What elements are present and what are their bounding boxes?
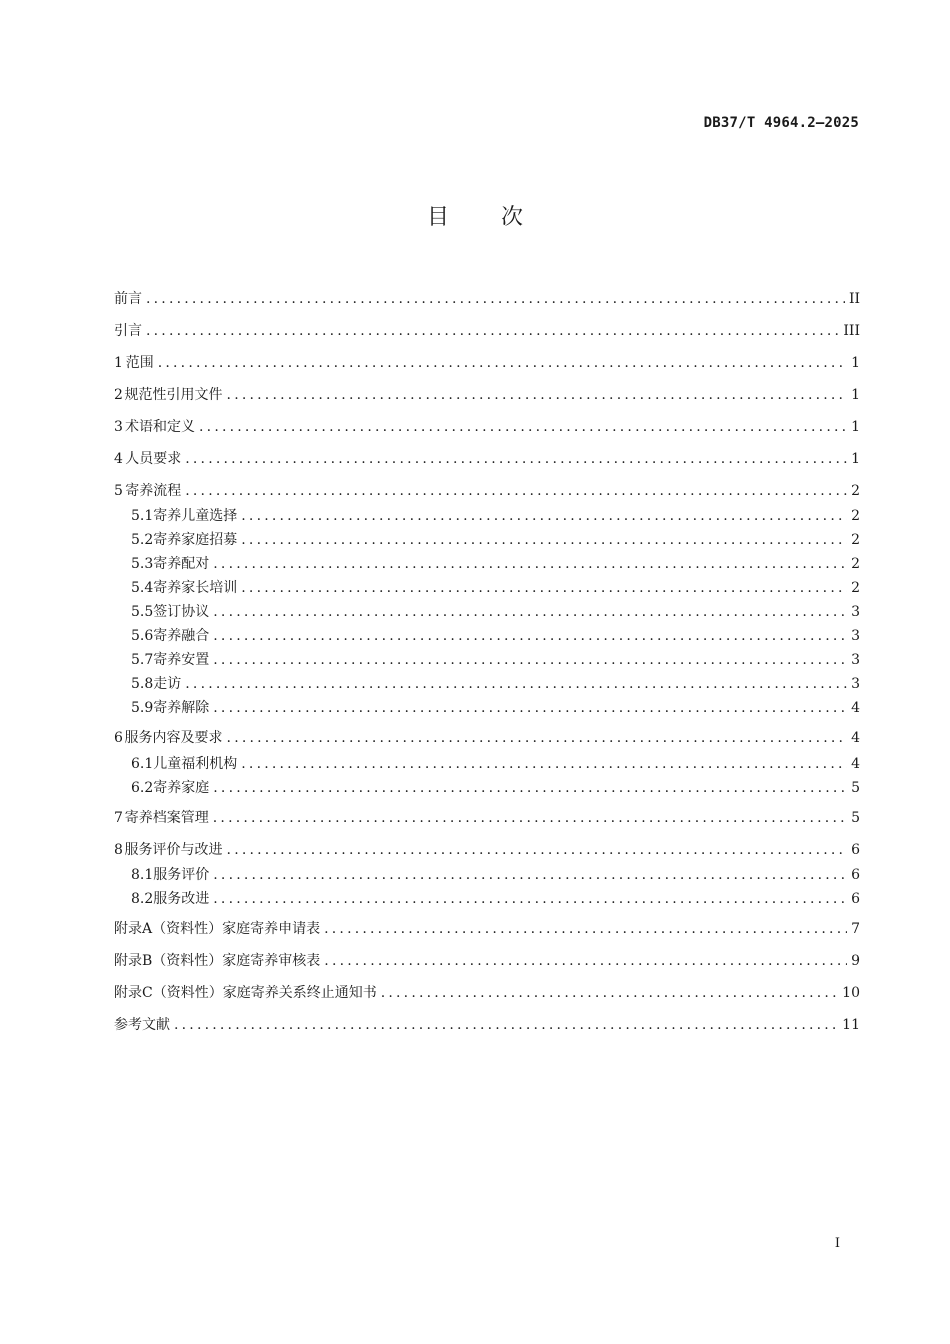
toc-entry-page: 3 <box>851 604 860 620</box>
toc-entry-page: 4 <box>851 756 860 772</box>
toc-entry-number: 6 <box>114 730 123 746</box>
toc-entry-number: 附录B（资料性） <box>114 953 223 969</box>
toc-entry-number: 4 <box>114 451 123 467</box>
toc-entry-number: 2 <box>114 387 123 403</box>
toc-entry-label: 参考文献 <box>114 1017 170 1033</box>
toc-entry-5-8[interactable] <box>131 674 860 694</box>
toc-entry-label: 前言 <box>114 291 142 307</box>
toc-entry-page: 5 <box>851 810 860 826</box>
toc-entry-8-2[interactable] <box>131 889 860 909</box>
toc-entry-label: 范围 <box>125 355 154 371</box>
toc-entry-5-3[interactable] <box>131 554 860 574</box>
toc-entry-label: 家庭寄养关系终止通知书 <box>222 985 377 1001</box>
toc-entry-6-1[interactable] <box>131 754 860 774</box>
toc-entry-leader <box>241 754 847 774</box>
toc-entry-label: 寄养配对 <box>153 556 210 572</box>
toc-entry-number: 5.9 <box>131 700 154 716</box>
toc-entry-page: 1 <box>851 419 860 435</box>
toc-entry-leader <box>213 778 847 798</box>
toc-entry-number: 8 <box>114 842 123 858</box>
toc-entry-label: 规范性引用文件 <box>124 387 223 403</box>
toc-entry-label: 引言 <box>114 323 142 339</box>
toc-entry-leader <box>213 698 847 718</box>
toc-entry-label: 家庭寄养申请表 <box>222 921 321 937</box>
toc-entry-6[interactable] <box>114 728 860 748</box>
toc-entry-page: 6 <box>851 867 860 883</box>
toc-entry-appendix-a[interactable] <box>114 919 860 939</box>
toc-entry-appendix-b[interactable] <box>114 951 860 971</box>
toc-entry-page: 9 <box>851 953 860 969</box>
toc-entry-label: 寄养儿童选择 <box>153 508 238 524</box>
toc-entry-references[interactable] <box>114 1015 860 1035</box>
toc-entry-page: 1 <box>851 387 860 403</box>
toc-entry-leader <box>213 808 847 828</box>
toc-entry-page: II <box>848 291 860 307</box>
toc-entry-label: 寄养融合 <box>153 628 210 644</box>
toc-entry-leader <box>146 289 845 309</box>
toc-entry-page: 1 <box>851 355 860 371</box>
toc-entry-leader <box>213 554 847 574</box>
toc-entry-page: 3 <box>851 676 860 692</box>
toc-entry-leader <box>185 449 847 469</box>
toc-entry-page: 2 <box>851 580 860 596</box>
toc-entry-page: 2 <box>851 508 860 524</box>
toc-entry-5-5[interactable] <box>131 602 860 622</box>
toc-entry-label: 术语和定义 <box>125 419 196 435</box>
toc-entry-page: 11 <box>842 1017 860 1033</box>
toc-entry-label: 服务内容及要求 <box>124 730 223 746</box>
toc-entry-label: 人员要求 <box>125 451 182 467</box>
toc-entry-page: 3 <box>851 652 860 668</box>
toc-entry-page: 2 <box>851 532 860 548</box>
toc-entry-page: 1 <box>851 451 860 467</box>
page-number: I <box>834 1236 840 1251</box>
toc-entry-label: 家庭寄养审核表 <box>222 953 321 969</box>
toc-entry-number: 8.2 <box>131 891 154 907</box>
toc-entry-number: 1 <box>114 355 123 371</box>
toc-entry-leader <box>213 865 847 885</box>
toc-entry-leader <box>227 840 848 860</box>
toc-entry-foreword[interactable] <box>114 289 860 309</box>
toc-entry-label: 寄养档案管理 <box>124 810 209 826</box>
toc-entry-number: 附录A（资料性） <box>114 921 223 937</box>
toc-entry-7[interactable] <box>114 808 860 828</box>
toc-entry-leader <box>324 951 847 971</box>
toc-entry-number: 5.8 <box>131 676 154 692</box>
toc-entry-leader <box>185 481 847 501</box>
toc-entry-5-9[interactable] <box>131 698 860 718</box>
toc-entry-page: 10 <box>842 985 860 1001</box>
toc-entry-number: 5 <box>114 483 123 499</box>
toc-entry-page: 3 <box>851 628 860 644</box>
toc-entry-5-6[interactable] <box>131 626 860 646</box>
toc-entry-page: 4 <box>851 730 860 746</box>
toc-title: 目次 <box>426 205 575 230</box>
toc-entry-1[interactable] <box>114 353 860 373</box>
toc-entry-label: 寄养流程 <box>125 483 182 499</box>
toc-entry-number: 8.1 <box>131 867 154 883</box>
toc-entry-label: 寄养解除 <box>153 700 210 716</box>
toc-entry-leader <box>213 626 847 646</box>
toc-entry-number: 5.4 <box>131 580 154 596</box>
toc-entry-leader <box>227 728 848 748</box>
toc-entry-label: 寄养家庭 <box>153 780 210 796</box>
toc-entry-8-1[interactable] <box>131 865 860 885</box>
toc-entry-page: 6 <box>851 842 860 858</box>
toc-entry-leader <box>324 919 847 939</box>
toc-entry-label: 寄养家长培训 <box>153 580 238 596</box>
toc-entry-label: 服务评价与改进 <box>124 842 223 858</box>
toc-entry-number: 5.2 <box>131 532 154 548</box>
toc-entry-leader <box>199 417 847 437</box>
toc-entry-introduction[interactable] <box>114 321 860 341</box>
toc-entry-leader <box>158 353 847 373</box>
toc-entry-3[interactable] <box>114 417 860 437</box>
toc-entry-label: 服务评价 <box>153 867 210 883</box>
toc-entry-label: 寄养安置 <box>153 652 210 668</box>
toc-entry-label: 签订协议 <box>153 604 210 620</box>
toc-entry-number: 3 <box>114 419 123 435</box>
toc-entry-leader <box>213 602 847 622</box>
toc-entry-page: 2 <box>851 483 860 499</box>
toc-entry-2[interactable] <box>114 385 860 405</box>
document-code: DB37/T 4964.2—2025 <box>703 115 859 131</box>
toc-entry-leader <box>174 1015 838 1035</box>
toc-entry-number: 5.3 <box>131 556 154 572</box>
toc-entry-leader <box>241 578 847 598</box>
toc-entry-number: 6.2 <box>131 780 154 796</box>
toc-entry-5[interactable] <box>114 481 860 501</box>
toc-entry-5-7[interactable] <box>131 650 860 670</box>
toc-entry-page: 2 <box>851 556 860 572</box>
toc-entry-page: 7 <box>851 921 860 937</box>
toc-entry-leader <box>213 889 847 909</box>
toc-entry-leader <box>381 983 838 1003</box>
toc-entry-label: 寄养家庭招募 <box>153 532 238 548</box>
toc-entry-page: 6 <box>851 891 860 907</box>
toc-entry-leader <box>185 674 847 694</box>
toc-entry-appendix-c[interactable] <box>114 983 860 1003</box>
toc-entry-8[interactable] <box>114 840 860 860</box>
toc-entry-label: 服务改进 <box>153 891 210 907</box>
toc-entry-number: 附录C（资料性） <box>114 985 223 1001</box>
toc-entry-leader <box>213 650 847 670</box>
toc-entry-page: III <box>843 323 860 339</box>
toc-entry-6-2[interactable] <box>131 778 860 798</box>
toc-entry-label: 儿童福利机构 <box>153 756 238 772</box>
toc-entry-5-2[interactable] <box>131 530 860 550</box>
toc-entry-leader <box>146 321 839 341</box>
toc-entry-leader <box>227 385 848 405</box>
toc-entry-number: 5.6 <box>131 628 154 644</box>
toc-entry-leader <box>241 506 847 526</box>
toc-entry-number: 5.5 <box>131 604 154 620</box>
toc-entry-5-4[interactable] <box>131 578 860 598</box>
toc-entry-5-1[interactable] <box>131 506 860 526</box>
toc-entry-label: 走访 <box>153 676 182 692</box>
toc-entry-page: 5 <box>851 780 860 796</box>
toc-entry-number: 5.1 <box>131 508 154 524</box>
toc-entry-number: 7 <box>114 810 123 826</box>
toc-entry-4[interactable] <box>114 449 860 469</box>
toc-entry-leader <box>241 530 847 550</box>
toc-entry-page: 4 <box>851 700 860 716</box>
toc-entry-number: 6.1 <box>131 756 154 772</box>
toc-entry-number: 5.7 <box>131 652 154 668</box>
